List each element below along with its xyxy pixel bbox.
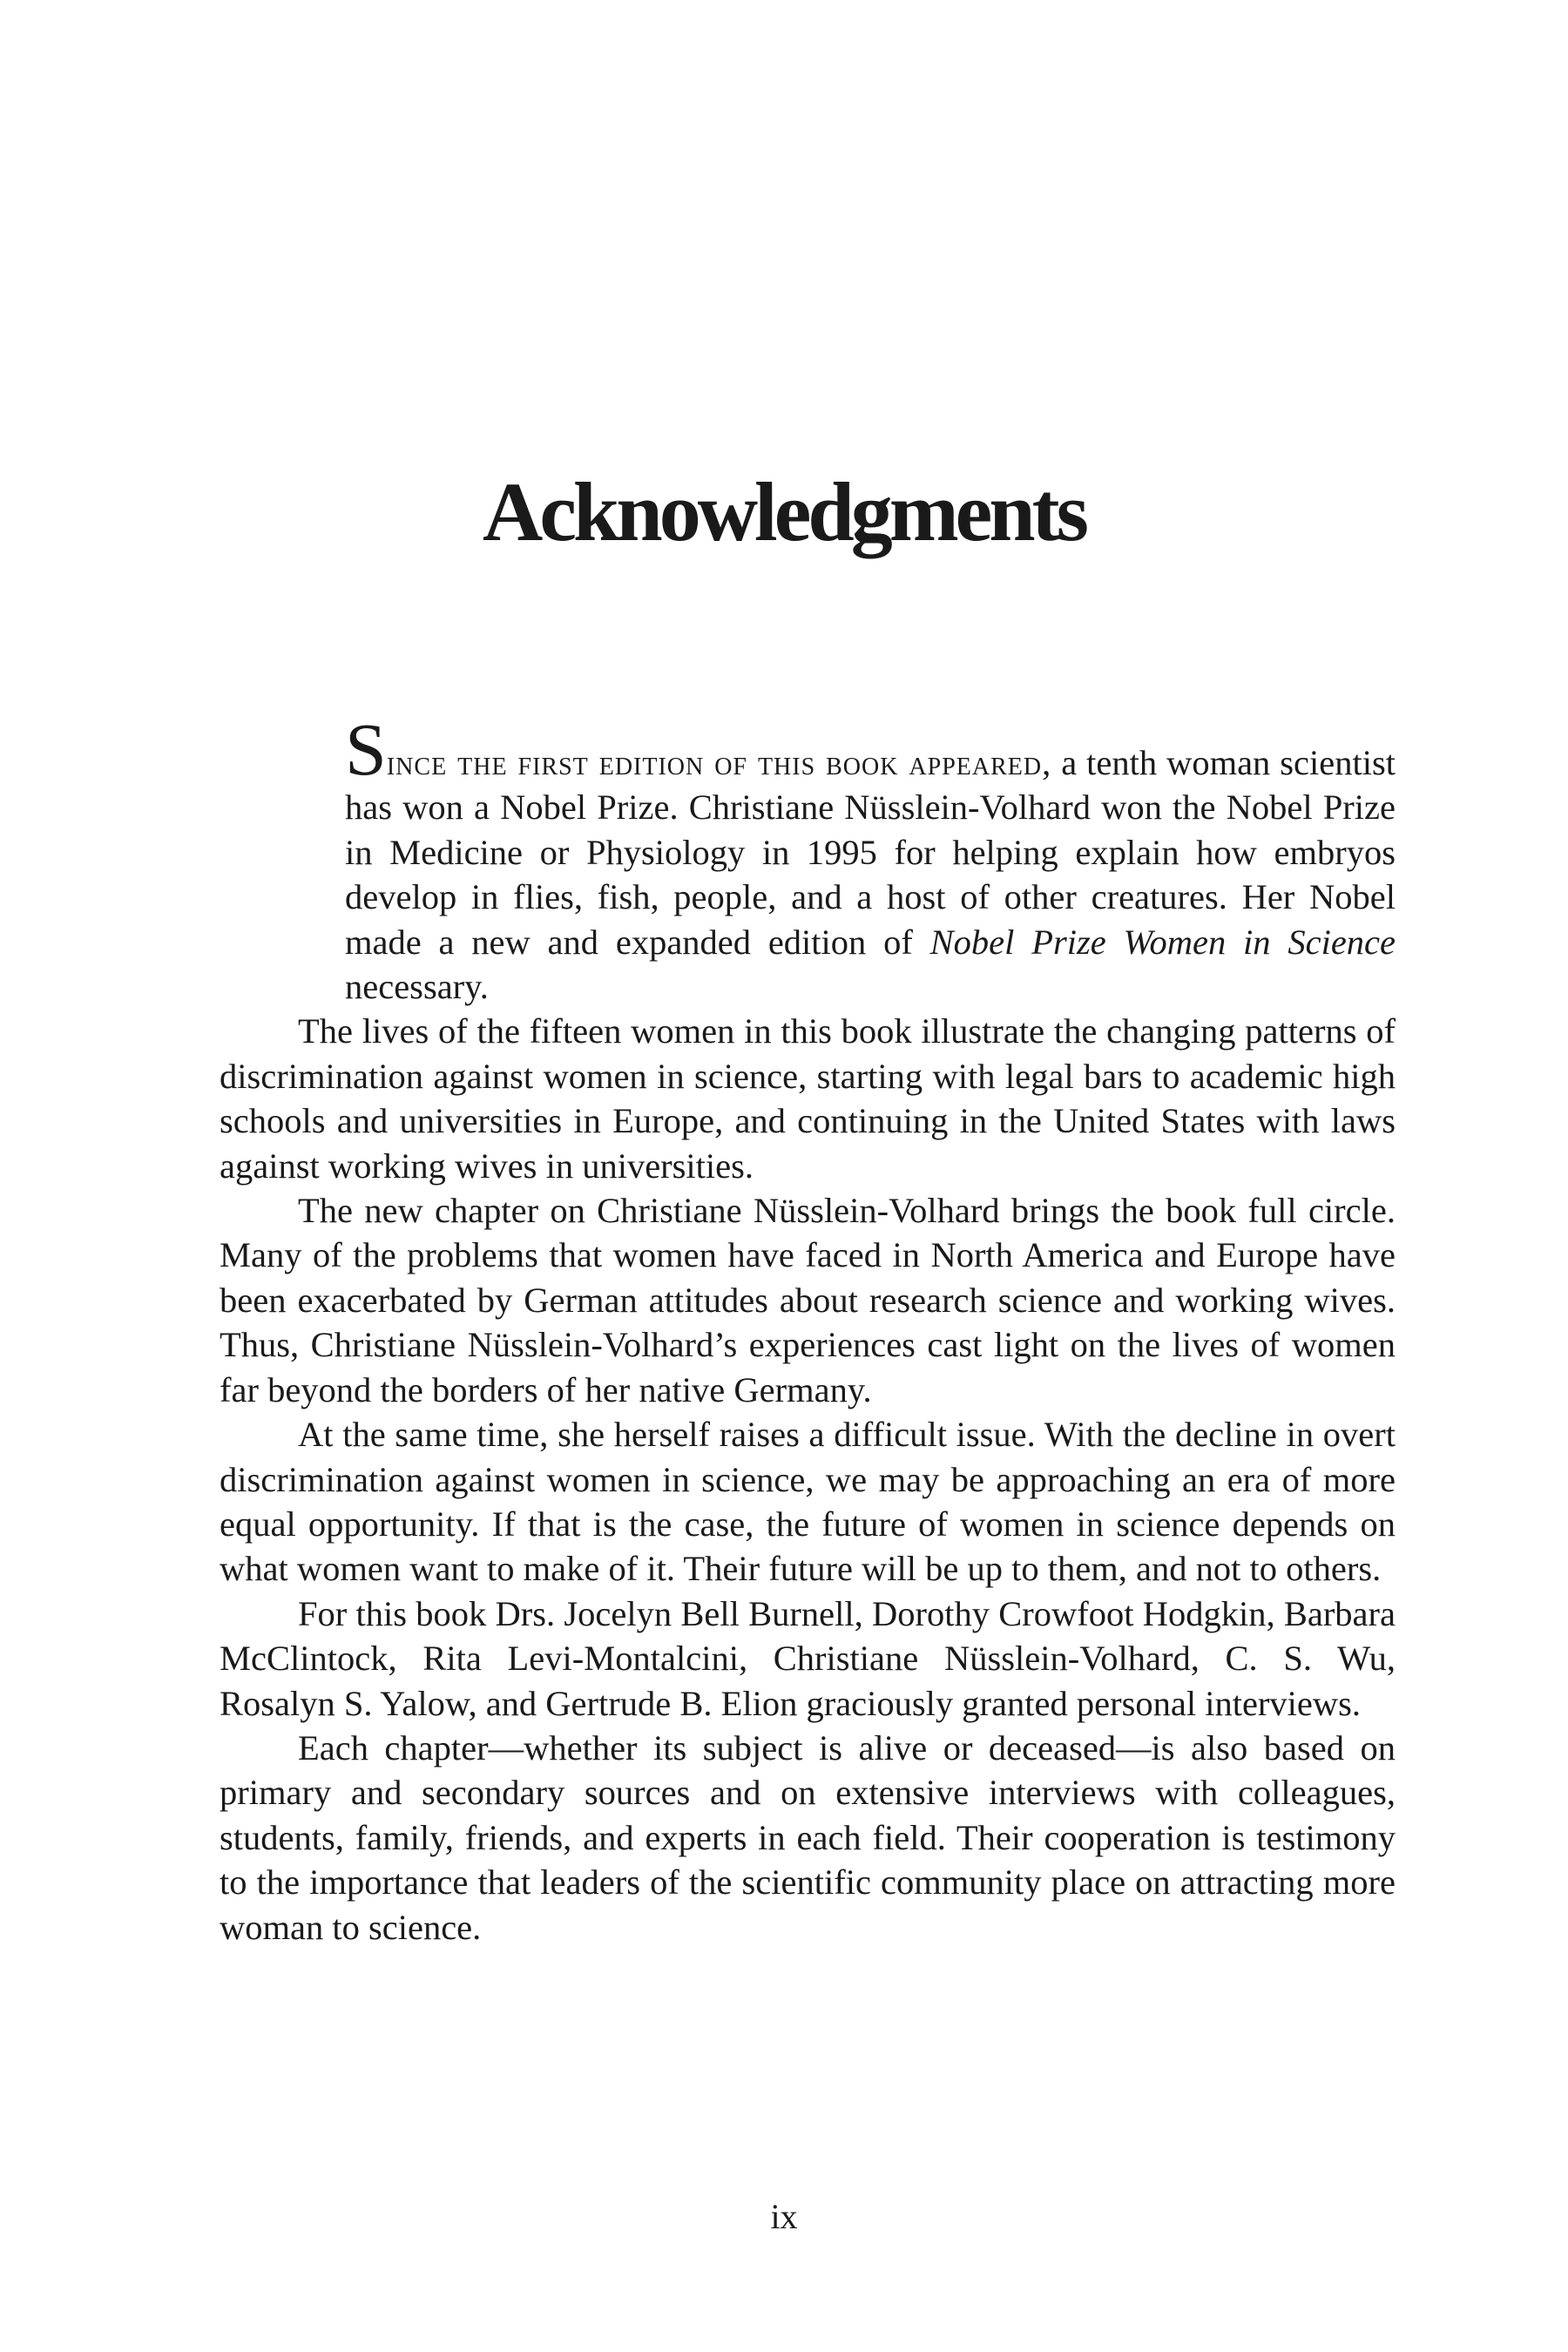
paragraph-1-text: a tenth woman scientist has won a Nobel Prize. Christiane Nüsslein-Volhard won the Nobel Prize in Medicine or Physiology in 1995 for helping explain how embryos develop in flies, fish, people, and a host of other creatures. Her Nobel made a new and expanded edition of (345, 743, 1396, 962)
book-title: Nobel Prize Women in Science (929, 922, 1396, 962)
paragraph-1-ending: necessary. (345, 967, 489, 1007)
paragraph-2: The lives of the fifteen women in this book illustrate the changing patterns of discrimination against women in science, starting with legal bars to academic high schools and universities in Europe, and continuing in the United States with laws against working wives in universities. (220, 1011, 1396, 1186)
paragraph-4: At the same time, she herself raises a difficult issue. With the decline in overt discrimination against women in science, we may be approaching an era of more equal opportunity. If that is the case, the future of women in science depends on what women want to make of it. Their future will be up to them, and not to others. (220, 1415, 1396, 1589)
paragraph-3: The new chapter on Christiane Nüsslein-Volhard brings the book full circle. Many of the problems that women have faced in North America and Europe have been exacerbated by German attitudes about research science and working wives. Thus, Christiane Nüsslein-Volhard’s experiences cast light on the lives of women far beyond the borders of her native Germany. (220, 1191, 1396, 1409)
paragraph-5: For this book Drs. Jocelyn Bell Burnell, Dorothy Crowfoot Hodgkin, Barbara McClintock, Rita Levi-Montalcini, Christiane Nüsslein-Volhard, C. S. Wu, Rosalyn S. Yalow, and Gertrude B. Elion graciously granted personal interviews. (220, 1593, 1396, 1723)
drop-cap: S (345, 707, 387, 791)
page-number: ix (770, 2197, 798, 2236)
page-title: Acknowledgments (482, 465, 1085, 558)
body-text (220, 707, 1396, 1950)
opening-small-caps: ince the first edition of this book appeared, (386, 743, 1052, 782)
paragraph-6: Each chapter—whether its subject is alive or deceased—is also based on primary and secondary sources and on extensive interviews with colleagues, students, family, friends, and experts in each field. Their cooperation is testimony to the importance that leaders of the scientific community place on attracting more woman to science. (220, 1727, 1396, 1947)
paragraph-1 (220, 707, 1396, 1009)
